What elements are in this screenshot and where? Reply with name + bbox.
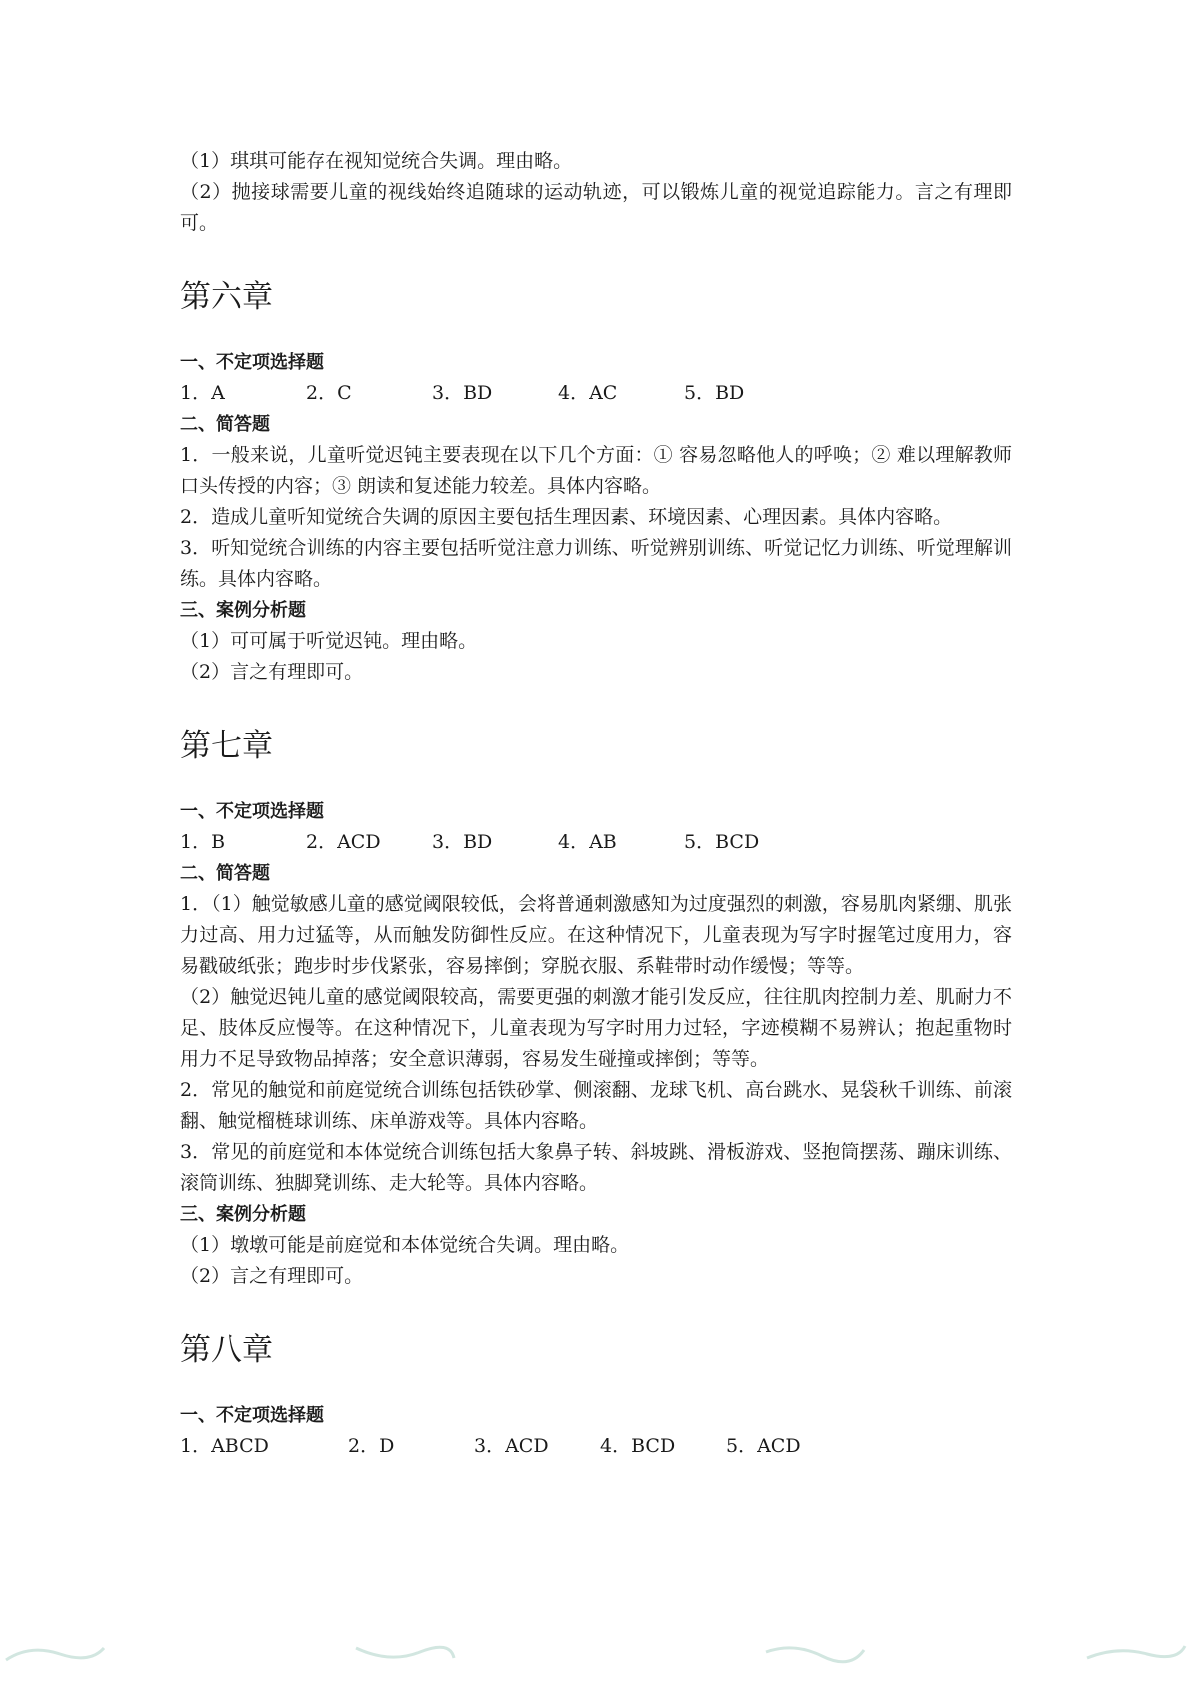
paragraph: （1）可可属于听觉迟钝。理由略。 [180, 630, 478, 652]
section-heading: 二、简答题 [180, 863, 270, 884]
answer-item: 2．ACD [306, 831, 381, 853]
watermark-icon [760, 1640, 870, 1666]
section-heading: 二、简答题 [180, 414, 270, 435]
paragraph: 2．造成儿童听知觉统合失调的原因主要包括生理因素、环境因素、心理因素。具体内容略。 [180, 506, 953, 528]
watermark-icon [1081, 1640, 1191, 1666]
answer-item: 2．D [348, 1435, 395, 1457]
paragraph: 2．常见的触觉和前庭觉统合训练包括铁砂掌、侧滚翻、龙球飞机、高台跳水、晃袋秋千训练、前滚翻、触觉榴梿球训练、床单游戏等。具体内容略。 [180, 1079, 1012, 1132]
chapter-title: 第七章 [180, 728, 273, 764]
watermark-icon [350, 1640, 460, 1666]
chapter-title: 第八章 [180, 1332, 273, 1368]
paragraph: 3．听知觉统合训练的内容主要包括听觉注意力训练、听觉辨别训练、听觉记忆力训练、听觉理解训练。具体内容略。 [180, 537, 1012, 590]
section-heading: 一、不定项选择题 [180, 352, 324, 373]
answer-row [180, 1431, 1012, 1462]
watermark-icon [0, 1640, 110, 1666]
answer-row [180, 378, 1012, 409]
section-heading: 三、案例分析题 [180, 600, 306, 621]
paragraph: （1）琪琪可能存在视知觉统合失调。理由略。 [180, 150, 573, 172]
section-heading: 一、不定项选择题 [180, 801, 324, 822]
paragraph: （2）言之有理即可。 [180, 1265, 364, 1287]
section-heading: 一、不定项选择题 [180, 1405, 324, 1426]
answer-row [180, 827, 1012, 858]
paragraph: 3．常见的前庭觉和本体觉统合训练包括大象鼻子转、斜坡跳、滑板游戏、竖抱筒摆荡、蹦床训练、滚筒训练、独脚凳训练、走大轮等。具体内容略。 [180, 1141, 1012, 1194]
answer-item: 4．AC [558, 382, 618, 404]
paragraph: （2）言之有理即可。 [180, 661, 364, 683]
answer-item: 4．AB [558, 831, 617, 853]
paragraph: （1）墩墩可能是前庭觉和本体觉统合失调。理由略。 [180, 1234, 630, 1256]
answer-item: 5．ACD [726, 1435, 801, 1457]
answer-item: 1．ABCD [180, 1435, 269, 1457]
answer-item: 2．C [306, 382, 352, 404]
section-heading: 三、案例分析题 [180, 1204, 306, 1225]
chapter-title: 第六章 [180, 279, 273, 315]
paragraph: 1．一般来说，儿童听觉迟钝主要表现在以下几个方面：① 容易忽略他人的呼唤；② 难以理解教师口头传授的内容；③ 朗读和复述能力较差。具体内容略。 [180, 444, 1012, 497]
paragraph: （2）触觉迟钝儿童的感觉阈限较高，需要更强的刺激才能引发反应，往往肌肉控制力差、肌耐力不足、肢体反应慢等。在这种情况下，儿童表现为写字时用力过轻，字迹模糊不易辨认；抱起重物时用力不足导致物品掉落；安全意识薄弱，容易发生碰撞或摔倒；等等。 [180, 986, 1012, 1070]
answer-item: 1．A [180, 382, 225, 404]
document-body [180, 146, 1012, 1462]
answer-item: 4．BCD [600, 1435, 676, 1457]
answer-item: 3．BD [432, 831, 493, 853]
answer-item: 1．B [180, 831, 226, 853]
answer-item: 5．BD [684, 382, 745, 404]
answer-item: 3．BD [432, 382, 493, 404]
answer-item: 5．BCD [684, 831, 760, 853]
paragraph: （2）抛接球需要儿童的视线始终追随球的运动轨迹，可以锻炼儿童的视觉追踪能力。言之有理即可。 [180, 181, 1012, 234]
paragraph: 1．（1）触觉敏感儿童的感觉阈限较低，会将普通刺激感知为过度强烈的刺激，容易肌肉紧绷、肌张力过高、用力过猛等，从而触发防御性反应。在这种情况下，儿童表现为写字时握笔过度用力，容易戳破纸张；跑步时步伐紧张，容易摔倒；穿脱衣服、系鞋带时动作缓慢；等等。 [180, 893, 1012, 977]
answer-item: 3．ACD [474, 1435, 549, 1457]
